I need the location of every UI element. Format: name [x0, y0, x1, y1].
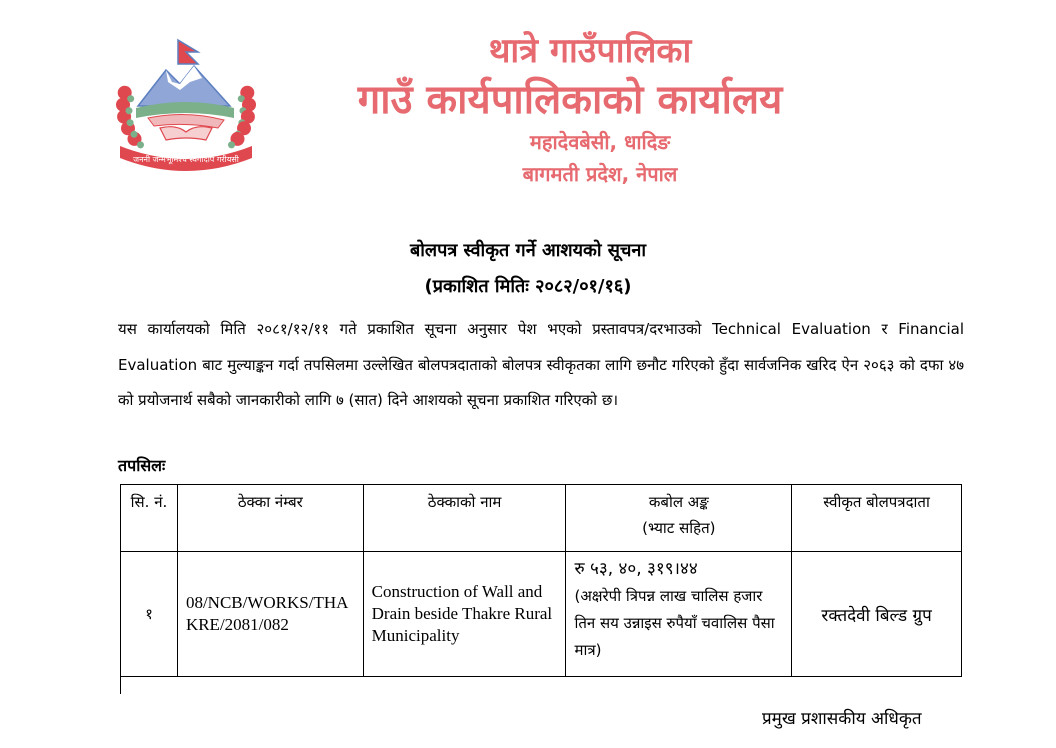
table-header-row	[121, 485, 962, 552]
leaf	[127, 95, 134, 102]
office-location: महादेवबेसी, धादिङ	[529, 130, 671, 154]
signature-designation: प्रमुख प्रशासकीय अधिकृत	[762, 709, 922, 729]
cell-sn: १	[121, 552, 178, 677]
municipality-name: थात्रे गाउँपालिका	[488, 31, 692, 71]
header-bid-amount	[566, 485, 792, 552]
leaf	[126, 107, 133, 114]
leaf	[127, 119, 134, 126]
cell-contract-no: 08/NCB/WORKS/THAKRE/2081/082	[177, 552, 363, 677]
bid-amount-words: (अक्षरेपी त्रिपन्न लाख चालिस हजार तिन सय उन्नाइस रुपैयाँ चवालिस पैसा मात्र)	[574, 587, 775, 659]
handshake-icon	[160, 127, 212, 140]
details-label: तपसिलः	[118, 456, 166, 475]
leaf	[131, 131, 138, 138]
header-bidder: स्वीकृत बोलपत्रदाता	[792, 485, 962, 552]
cell-bidder: रक्तदेवी बिल्ड ग्रुप	[792, 552, 962, 677]
header-bid-amount-note: (भ्याट सहित)	[642, 519, 716, 537]
office-header	[290, 28, 850, 190]
nepal-emblem	[106, 36, 266, 176]
header-bid-amount-label: कबोल अङ्क	[648, 493, 709, 511]
header-contract-no: ठेक्का नंम्बर	[177, 485, 363, 552]
emblem-motto: जननी जन्मभूमिश्च स्वर्गादपि गरीयसी	[133, 155, 239, 164]
notice-title: बोलपत्र स्वीकृत गर्ने आशयको सूचना	[409, 240, 647, 261]
cell-contract-name: Construction of Wall and Drain beside Thakre Rural Municipality	[363, 552, 566, 677]
bid-amount-figure: रु ५३, ४०, ३१९।४४	[574, 559, 698, 579]
flag-icon	[178, 40, 198, 64]
table-stub-line	[120, 668, 121, 694]
office-province: बागमती प्रदेश, नेपाल	[522, 162, 678, 186]
header-sn: सि. नं.	[121, 485, 178, 552]
emblem-graphic	[106, 36, 266, 176]
leaf	[228, 141, 235, 148]
cell-bid-amount	[566, 552, 792, 677]
office-name: गाउँ कार्यपालिकाको कार्यालय	[357, 77, 783, 123]
header-contract-name: ठेक्काको नाम	[363, 485, 566, 552]
leaf	[137, 141, 144, 148]
nepal-map-icon	[148, 114, 224, 128]
notice-date: (प्रकाशित मितिः २०८२/०१/१६)	[424, 276, 632, 297]
notice-body: यस कार्यालयको मिति २०८१/१२/११ गते प्रकाशित सूचना अनुसार पेश भएको प्रस्तावपत्र/दरभाउको Technical Evaluation र Financial Evaluation बाट मुल्याङ्कन गर्दा तपसिलमा उल्लेखित बोलपत्रदाताको बोलपत्र स्वीकृतका लागि छनौट गरिएको हुँदा सार्वजनिक खरिद ऐन २०६३ को दफा ४७ को प्रयोजनार्थ सबैको जानकारीको लागि ७ (सात) दिने आशयको सूचना प्रकाशित गरिएको छ।	[118, 320, 964, 409]
bid-table	[120, 484, 962, 677]
table-row	[121, 552, 962, 677]
